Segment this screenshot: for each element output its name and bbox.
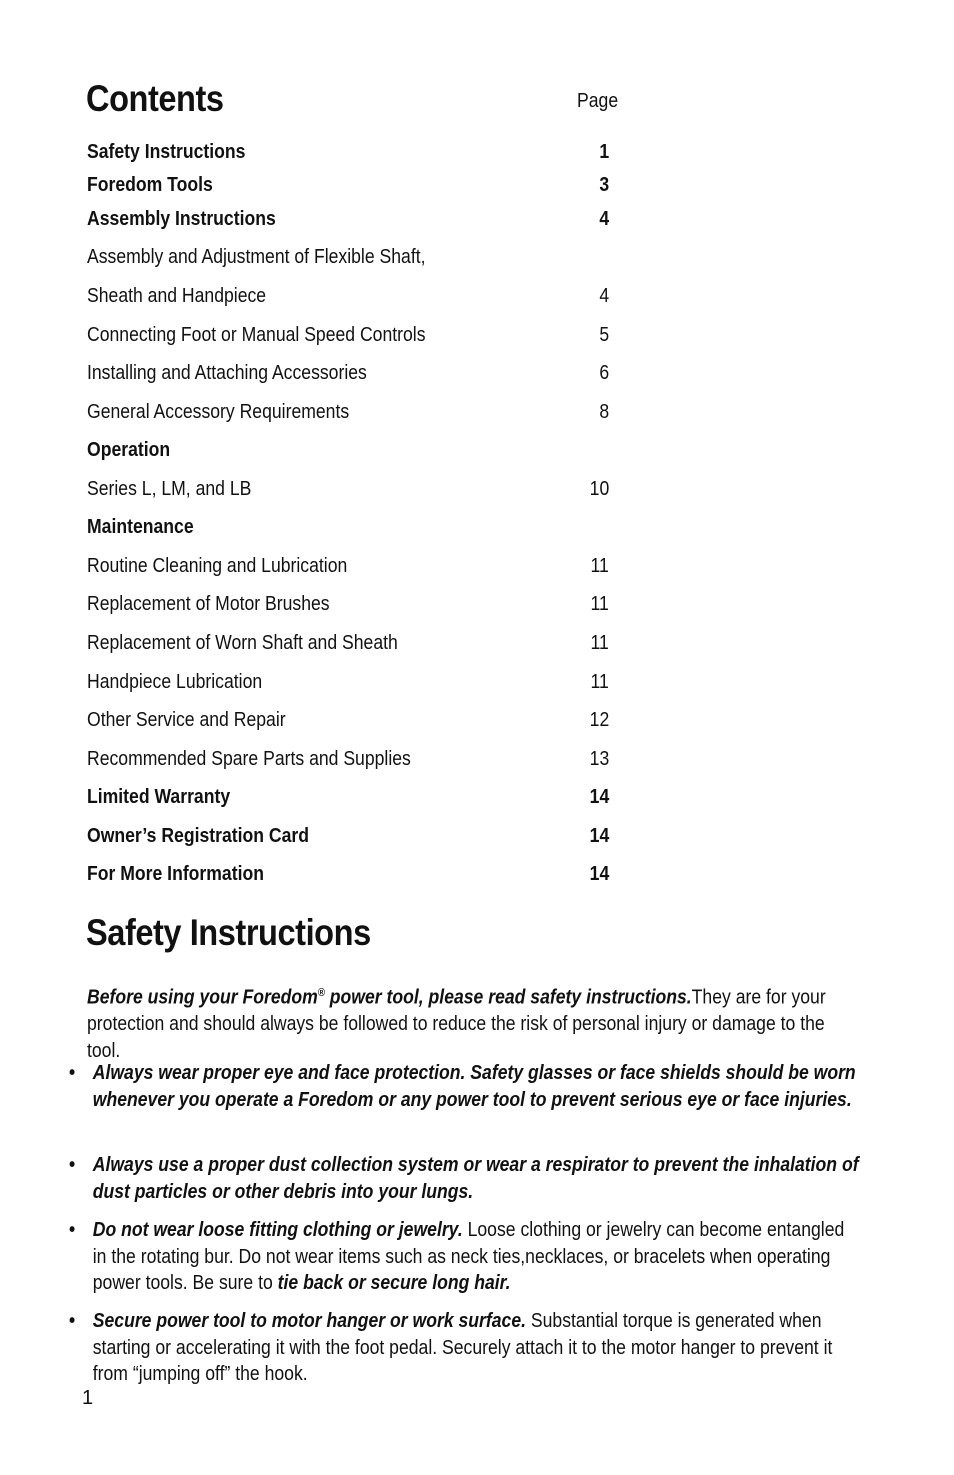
page-column-header: Page bbox=[577, 90, 619, 112]
bullet-text: Always wear proper eye and face protection. Safety glasses or face shields should be worn whenever you operate a Foredom or any power tool to prevent serious eye or face injuries. bbox=[92, 1062, 856, 1111]
toc-entry bbox=[87, 859, 617, 889]
toc-entry bbox=[87, 705, 617, 735]
bullet-text bbox=[93, 1308, 861, 1388]
safety-bullet bbox=[69, 1152, 861, 1205]
toc-page-number: 14 bbox=[589, 825, 609, 847]
safety-bullet bbox=[69, 1308, 861, 1388]
toc-entry bbox=[87, 242, 617, 272]
toc-page-number: 13 bbox=[589, 748, 609, 770]
contents-title: Contents bbox=[86, 78, 224, 119]
toc-entry bbox=[87, 358, 617, 388]
safety-bullet bbox=[69, 1217, 861, 1297]
toc-page-number: 4 bbox=[599, 208, 609, 230]
bullet-text: Always use a proper dust collection system or wear a respirator to prevent the inhalation of dust particles or other debris into your lungs. bbox=[92, 1154, 859, 1203]
toc-label: Foredom Tools bbox=[87, 174, 213, 196]
toc-entry bbox=[87, 512, 617, 542]
bullet-dot: • bbox=[69, 1219, 76, 1241]
toc-page-number: 4 bbox=[599, 285, 609, 307]
toc-label: Maintenance bbox=[87, 516, 194, 538]
toc-label: Replacement of Motor Brushes bbox=[87, 593, 330, 615]
toc-label: Connecting Foot or Manual Speed Controls bbox=[87, 324, 426, 346]
toc-label: For More Information bbox=[87, 863, 264, 885]
toc-label: Assembly Instructions bbox=[87, 208, 276, 230]
toc-entry bbox=[87, 170, 617, 200]
bullet-body: Substantial torque is generated when starting or accelerating it with the foot pedal. Securely attach it to the motor hanger to prevent it from “jumping off” the hook. bbox=[92, 1310, 833, 1385]
bullet-bold-end: tie back or secure long hair. bbox=[277, 1272, 511, 1294]
toc-entry bbox=[87, 551, 617, 581]
toc-page-number: 11 bbox=[590, 632, 609, 654]
toc-page-number: 6 bbox=[599, 362, 609, 384]
toc-entry bbox=[87, 744, 617, 774]
bullet-bold-lead: Secure power tool to motor hanger or work surface. bbox=[92, 1310, 527, 1332]
toc-label: Assembly and Adjustment of Flexible Shaft, bbox=[87, 246, 426, 268]
toc-page-number: 5 bbox=[599, 324, 609, 346]
toc-page-number: 12 bbox=[589, 709, 609, 731]
intro-bold-lead: Before using your Foredom bbox=[87, 986, 318, 1009]
bullet-dot: • bbox=[69, 1062, 76, 1084]
toc-label: Replacement of Worn Shaft and Sheath bbox=[87, 632, 398, 654]
toc-entry bbox=[87, 204, 617, 234]
toc-page-number: 11 bbox=[590, 555, 609, 577]
toc-entry bbox=[87, 782, 617, 812]
toc-label: Safety Instructions bbox=[87, 141, 246, 163]
toc-label: Recommended Spare Parts and Supplies bbox=[87, 748, 411, 770]
toc-entry bbox=[87, 320, 617, 350]
toc-label: Installing and Attaching Accessories bbox=[87, 362, 367, 384]
toc-entry bbox=[87, 474, 617, 504]
toc-entry bbox=[87, 435, 617, 465]
toc-label: Limited Warranty bbox=[87, 786, 231, 808]
toc-label: Other Service and Repair bbox=[87, 709, 286, 731]
safety-bullet bbox=[69, 1060, 861, 1113]
safety-title: Safety Instructions bbox=[86, 912, 371, 953]
toc-label: Operation bbox=[87, 439, 171, 461]
toc-entry bbox=[87, 589, 617, 619]
toc-label: Series L, LM, and LB bbox=[87, 478, 252, 500]
toc-label: Sheath and Handpiece bbox=[87, 285, 267, 307]
intro-text: They are for your protection and should always be followed to reduce the risk of personal injury or damage to the tool. bbox=[87, 986, 826, 1062]
registered-mark: ® bbox=[317, 987, 325, 999]
toc-label: Routine Cleaning and Lubrication bbox=[87, 555, 348, 577]
bullet-text bbox=[93, 1217, 861, 1297]
bullet-dot: • bbox=[69, 1310, 76, 1332]
page-number: 1 bbox=[82, 1387, 94, 1409]
toc-page-number: 1 bbox=[599, 141, 609, 163]
toc-entry bbox=[87, 821, 617, 851]
toc-label: Handpiece Lubrication bbox=[87, 671, 263, 693]
bullet-bold-lead: Do not wear loose fitting clothing or jewelry. bbox=[92, 1219, 463, 1241]
toc-page-number: 3 bbox=[599, 174, 609, 196]
bullet-dot: • bbox=[69, 1154, 76, 1176]
toc-page-number: 10 bbox=[589, 478, 609, 500]
toc-entry bbox=[87, 281, 617, 311]
toc-page-number: 14 bbox=[589, 863, 609, 885]
toc-page-number: 11 bbox=[590, 671, 609, 693]
toc-page-number: 8 bbox=[599, 401, 609, 423]
bullet-body: Loose clothing or jewelry can become entangled in the rotating bur. Do not wear items such as neck ties,necklaces, or bracelets when operating power tools. Be sure to bbox=[92, 1219, 845, 1294]
toc-page-number: 11 bbox=[590, 593, 609, 615]
toc-entry bbox=[87, 137, 617, 167]
intro-bold-tail: power tool, please read safety instructions. bbox=[324, 986, 692, 1009]
toc-entry bbox=[87, 667, 617, 697]
toc-label: Owner’s Registration Card bbox=[87, 825, 310, 847]
toc-label: General Accessory Requirements bbox=[87, 401, 350, 423]
safety-intro bbox=[87, 980, 861, 1064]
toc-entry bbox=[87, 397, 617, 427]
toc-page-number: 14 bbox=[589, 786, 609, 808]
toc-entry bbox=[87, 628, 617, 658]
